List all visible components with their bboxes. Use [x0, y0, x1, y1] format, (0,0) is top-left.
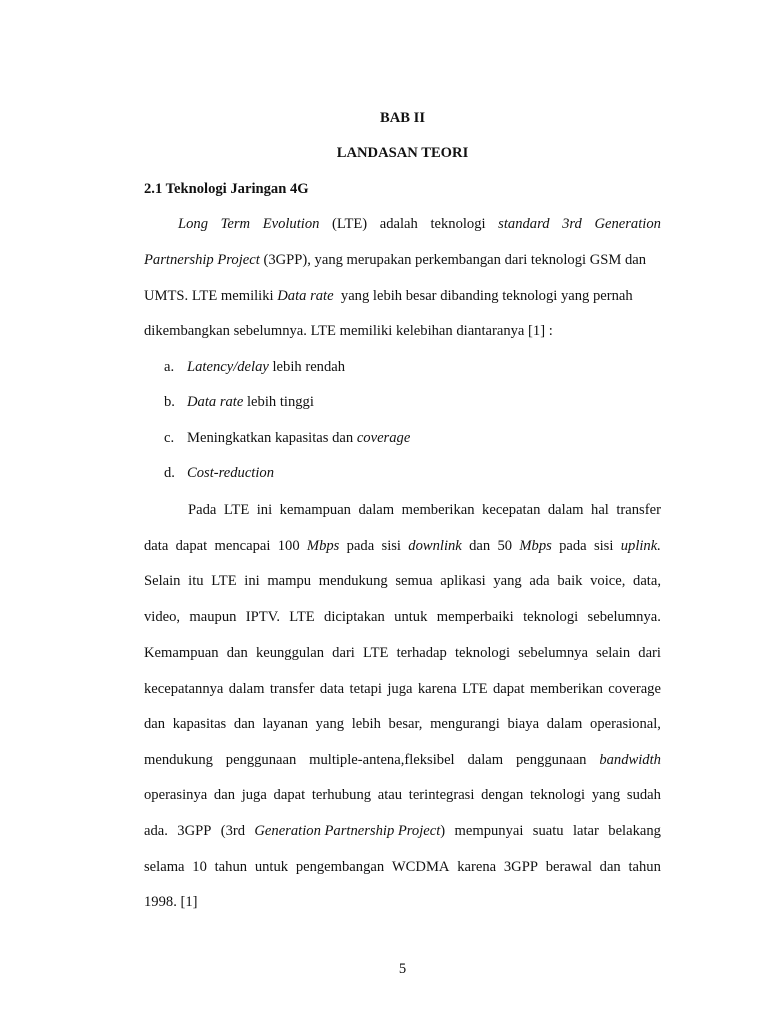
paragraph-1-line-4: dikembangkan sebelumnya. LTE memiliki kelebihan diantaranya [1] :: [144, 323, 553, 339]
paragraph-1-line-3: UMTS. LTE memiliki Data rate yang lebih besar dibanding teknologi yang pernah: [144, 288, 633, 304]
list-item-a: a. Latency/delay lebih rendah: [164, 359, 346, 375]
chapter-title: LANDASAN TEORI: [336, 145, 469, 161]
paragraph-2-line-7: dan kapasitas dan layanan yang lebih besar, mengurangi biaya dalam operasional,: [144, 716, 661, 732]
paragraph-2-line-12: 1998. [1]: [144, 894, 198, 910]
paragraph-2-line-10: ada. 3GPP (3rd Generation Partnership Project) mempunyai suatu latar belakang: [144, 823, 661, 839]
paragraph-1-line-1: Long Term Evolution (LTE) adalah teknologi standard 3rd Generation: [178, 216, 661, 232]
paragraph-2-line-1: Pada LTE ini kemampuan dalam memberikan kecepatan dalam hal transfer: [188, 502, 661, 518]
section-heading: 2.1 Teknologi Jaringan 4G: [144, 181, 309, 197]
paragraph-2-line-8: mendukung penggunaan multiple-antena,fleksibel dalam penggunaan bandwidth: [144, 752, 661, 768]
list-item-b: b. Data rate lebih tinggi: [164, 394, 314, 410]
paragraph-2-line-6: kecepatannya dalam transfer data tetapi juga karena LTE dapat memberikan coverage: [144, 681, 661, 697]
list-item-c: c. Meningkatkan kapasitas dan coverage: [164, 430, 411, 446]
paragraph-2-line-2: data dapat mencapai 100 Mbps pada sisi downlink dan 50 Mbps pada sisi uplink.: [144, 538, 661, 554]
paragraph-2-line-4: video, maupun IPTV. LTE diciptakan untuk memperbaiki teknologi sebelumnya.: [144, 609, 661, 625]
paragraph-1-line-2: Partnership Project (3GPP), yang merupakan perkembangan dari teknologi GSM dan: [144, 252, 647, 268]
page-number: 5: [398, 961, 407, 977]
paragraph-2-line-9: operasinya dan juga dapat terhubung atau terintegrasi dengan teknologi yang sudah: [144, 787, 661, 803]
list-item-d: d. Cost-reduction: [164, 465, 275, 481]
chapter-label: BAB II: [379, 110, 425, 126]
paragraph-2-line-3: Selain itu LTE ini mampu mendukung semua aplikasi yang ada baik voice, data,: [144, 573, 661, 589]
paragraph-2-line-11: selama 10 tahun untuk pengembangan WCDMA karena 3GPP berawal dan tahun: [144, 859, 661, 875]
paragraph-2-line-5: Kemampuan dan keunggulan dari LTE terhadap teknologi sebelumnya selain dari: [144, 645, 661, 661]
